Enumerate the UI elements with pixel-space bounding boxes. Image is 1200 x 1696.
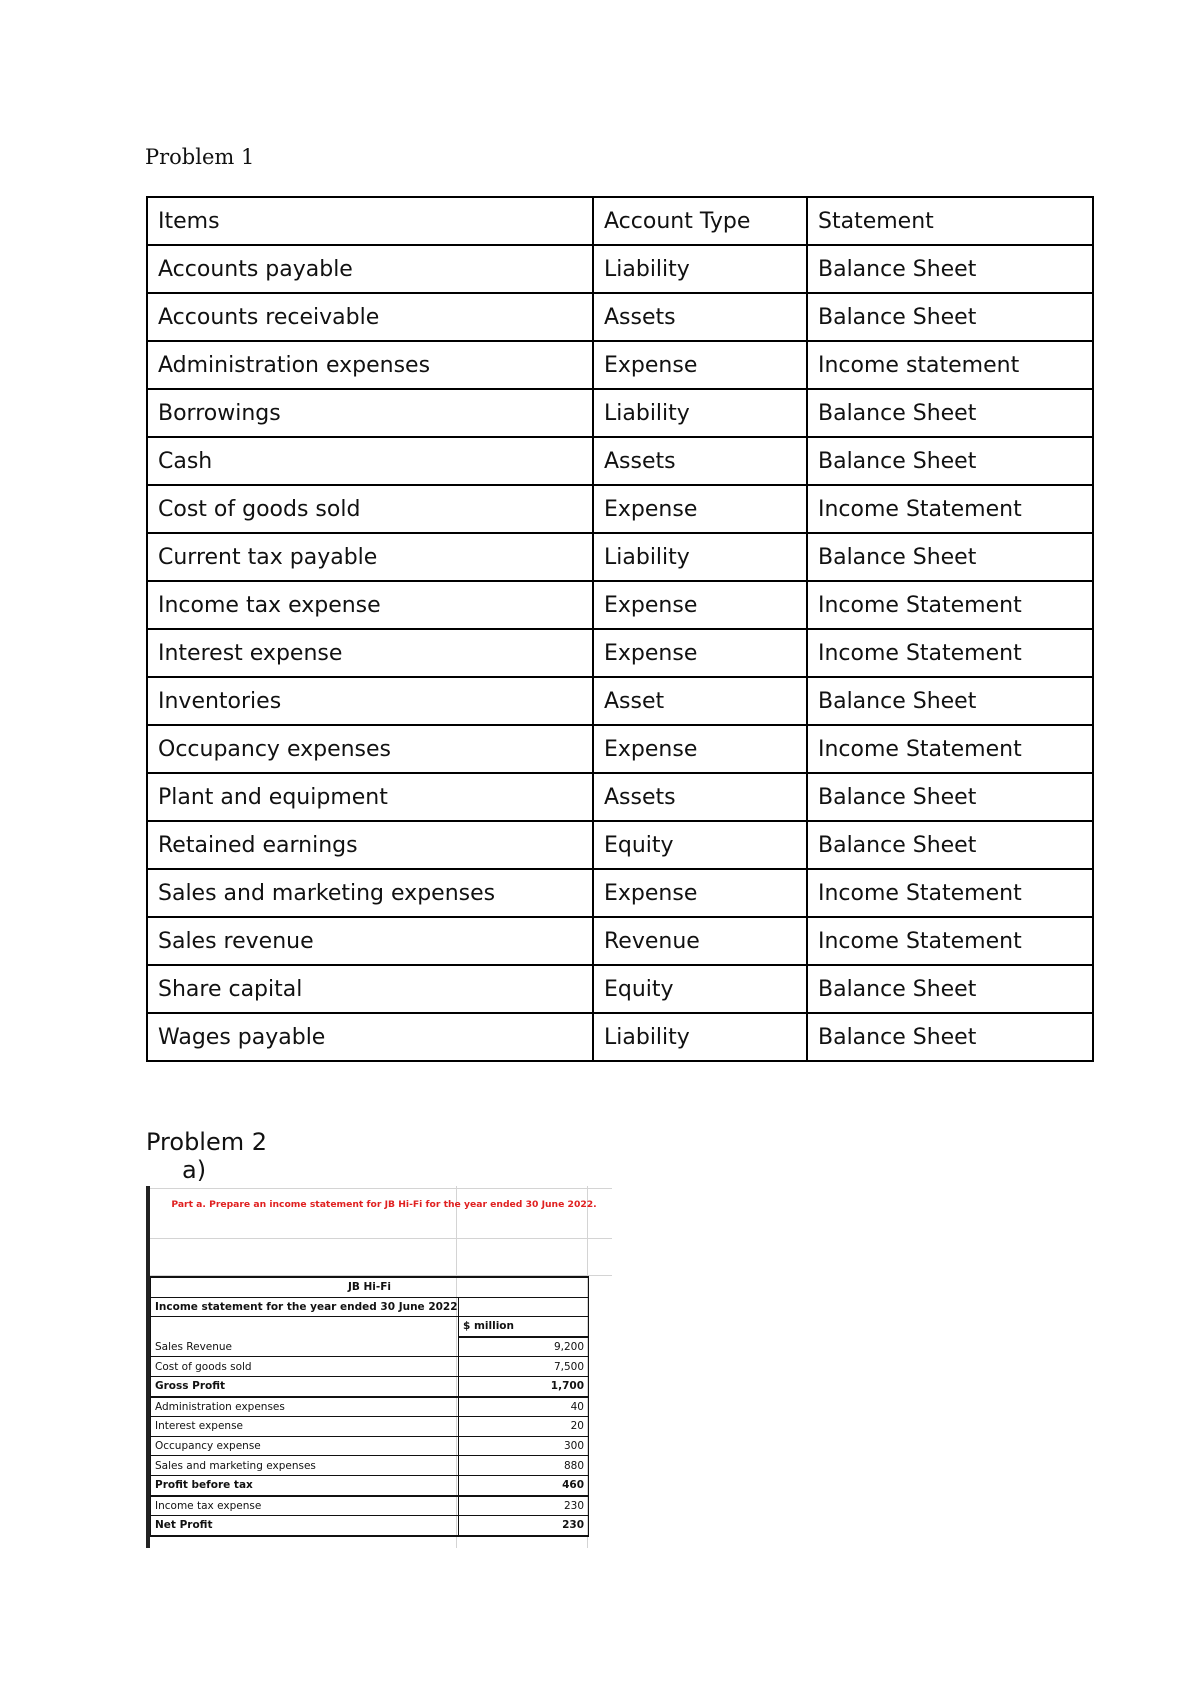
cell-account-type: Equity — [593, 965, 807, 1013]
line-value: 300 — [459, 1436, 589, 1456]
table-row — [147, 485, 1093, 533]
company-row — [151, 1277, 589, 1297]
table-row — [147, 533, 1093, 581]
unit-row — [151, 1317, 589, 1337]
cell-statement: Income Statement — [807, 629, 1093, 677]
cell-statement: Income statement — [807, 341, 1093, 389]
cell-account-type: Liability — [593, 533, 807, 581]
grid-line — [146, 1188, 612, 1189]
unit-label: $ million — [459, 1317, 589, 1337]
cell-item: Accounts receivable — [147, 293, 593, 341]
problem-1-heading: Problem 1 — [145, 145, 255, 169]
table-row — [147, 629, 1093, 677]
cell-item: Wages payable — [147, 1013, 593, 1061]
line-value: 230 — [459, 1516, 589, 1536]
cell-account-type: Asset — [593, 677, 807, 725]
cell-account-type: Equity — [593, 821, 807, 869]
table-row — [147, 341, 1093, 389]
income-statement-table — [150, 1276, 589, 1537]
cell-account-type: Expense — [593, 581, 807, 629]
empty-cell — [459, 1297, 589, 1317]
line-label: Gross Profit — [151, 1376, 459, 1396]
table-row — [147, 581, 1093, 629]
statement-title-row — [151, 1297, 589, 1317]
company-name: JB Hi-Fi — [151, 1277, 589, 1297]
line-label: Administration expenses — [151, 1397, 459, 1417]
header-items: Items — [147, 197, 593, 245]
line-value: 9,200 — [459, 1337, 589, 1357]
line-label: Cost of goods sold — [151, 1357, 459, 1377]
line-value: 460 — [459, 1475, 589, 1495]
line-value: 880 — [459, 1456, 589, 1476]
statement-line — [151, 1436, 589, 1456]
table-row — [147, 1013, 1093, 1061]
empty-cell — [151, 1317, 459, 1337]
statement-line — [151, 1397, 589, 1417]
cell-statement: Balance Sheet — [807, 245, 1093, 293]
cell-item: Inventories — [147, 677, 593, 725]
statement-line — [151, 1357, 589, 1377]
table-row — [147, 245, 1093, 293]
cell-item: Plant and equipment — [147, 773, 593, 821]
cell-statement: Income Statement — [807, 869, 1093, 917]
cell-item: Occupancy expenses — [147, 725, 593, 773]
table-row — [147, 677, 1093, 725]
header-account-type: Account Type — [593, 197, 807, 245]
statement-line — [151, 1516, 589, 1536]
table-row — [147, 869, 1093, 917]
table-row — [147, 725, 1093, 773]
cell-account-type: Expense — [593, 869, 807, 917]
line-label: Sales and marketing expenses — [151, 1456, 459, 1476]
cell-item: Interest expense — [147, 629, 593, 677]
table-row — [147, 773, 1093, 821]
line-label: Net Profit — [151, 1516, 459, 1536]
line-label: Profit before tax — [151, 1475, 459, 1495]
line-value: 20 — [459, 1417, 589, 1437]
statement-line — [151, 1456, 589, 1476]
cell-statement: Income Statement — [807, 581, 1093, 629]
statement-line — [151, 1337, 589, 1357]
cell-item: Accounts payable — [147, 245, 593, 293]
statement-line — [151, 1496, 589, 1516]
cell-account-type: Liability — [593, 1013, 807, 1061]
cell-item: Cost of goods sold — [147, 485, 593, 533]
line-value: 1,700 — [459, 1376, 589, 1396]
table-header-row — [147, 197, 1093, 245]
line-value: 230 — [459, 1496, 589, 1516]
statement-line — [151, 1475, 589, 1495]
cell-account-type: Expense — [593, 725, 807, 773]
cell-item: Sales and marketing expenses — [147, 869, 593, 917]
line-label: Occupancy expense — [151, 1436, 459, 1456]
grid-line — [146, 1238, 612, 1239]
cell-account-type: Expense — [593, 341, 807, 389]
line-label: Income tax expense — [151, 1496, 459, 1516]
cell-item: Borrowings — [147, 389, 593, 437]
table-row — [147, 965, 1093, 1013]
cell-account-type: Liability — [593, 389, 807, 437]
statement-line — [151, 1417, 589, 1437]
cell-account-type: Assets — [593, 293, 807, 341]
cell-account-type: Expense — [593, 629, 807, 677]
cell-statement: Balance Sheet — [807, 677, 1093, 725]
line-label: Sales Revenue — [151, 1337, 459, 1357]
cell-account-type: Revenue — [593, 917, 807, 965]
cell-account-type: Assets — [593, 773, 807, 821]
cell-item: Share capital — [147, 965, 593, 1013]
part-a-label: a) — [182, 1156, 207, 1184]
cell-item: Income tax expense — [147, 581, 593, 629]
header-statement: Statement — [807, 197, 1093, 245]
cell-item: Cash — [147, 437, 593, 485]
statement-line — [151, 1376, 589, 1396]
cell-statement: Balance Sheet — [807, 389, 1093, 437]
cell-statement: Income Statement — [807, 917, 1093, 965]
cell-item: Administration expenses — [147, 341, 593, 389]
cell-item: Sales revenue — [147, 917, 593, 965]
cell-statement: Balance Sheet — [807, 773, 1093, 821]
table-row — [147, 917, 1093, 965]
table-row — [147, 821, 1093, 869]
cell-statement: Balance Sheet — [807, 965, 1093, 1013]
table-row — [147, 293, 1093, 341]
table-row — [147, 389, 1093, 437]
line-label: Interest expense — [151, 1417, 459, 1437]
sheet-instruction-title: Part a. Prepare an income statement for JB Hi-Fi for the year ended 30 June 2022. — [171, 1198, 597, 1210]
spreadsheet-snippet — [146, 1186, 612, 1548]
cell-item: Retained earnings — [147, 821, 593, 869]
cell-statement: Balance Sheet — [807, 437, 1093, 485]
cell-statement: Balance Sheet — [807, 1013, 1093, 1061]
line-value: 40 — [459, 1397, 589, 1417]
statement-title: Income statement for the year ended 30 June 2022 — [151, 1297, 459, 1317]
cell-account-type: Assets — [593, 437, 807, 485]
cell-statement: Income Statement — [807, 485, 1093, 533]
line-value: 7,500 — [459, 1357, 589, 1377]
problem-2-heading: Problem 2 — [146, 1128, 268, 1156]
cell-statement: Balance Sheet — [807, 293, 1093, 341]
cell-account-type: Liability — [593, 245, 807, 293]
cell-statement: Balance Sheet — [807, 821, 1093, 869]
cell-statement: Balance Sheet — [807, 533, 1093, 581]
cell-statement: Income Statement — [807, 725, 1093, 773]
cell-account-type: Expense — [593, 485, 807, 533]
cell-item: Current tax payable — [147, 533, 593, 581]
account-classification-table — [146, 196, 1094, 1062]
table-row — [147, 437, 1093, 485]
